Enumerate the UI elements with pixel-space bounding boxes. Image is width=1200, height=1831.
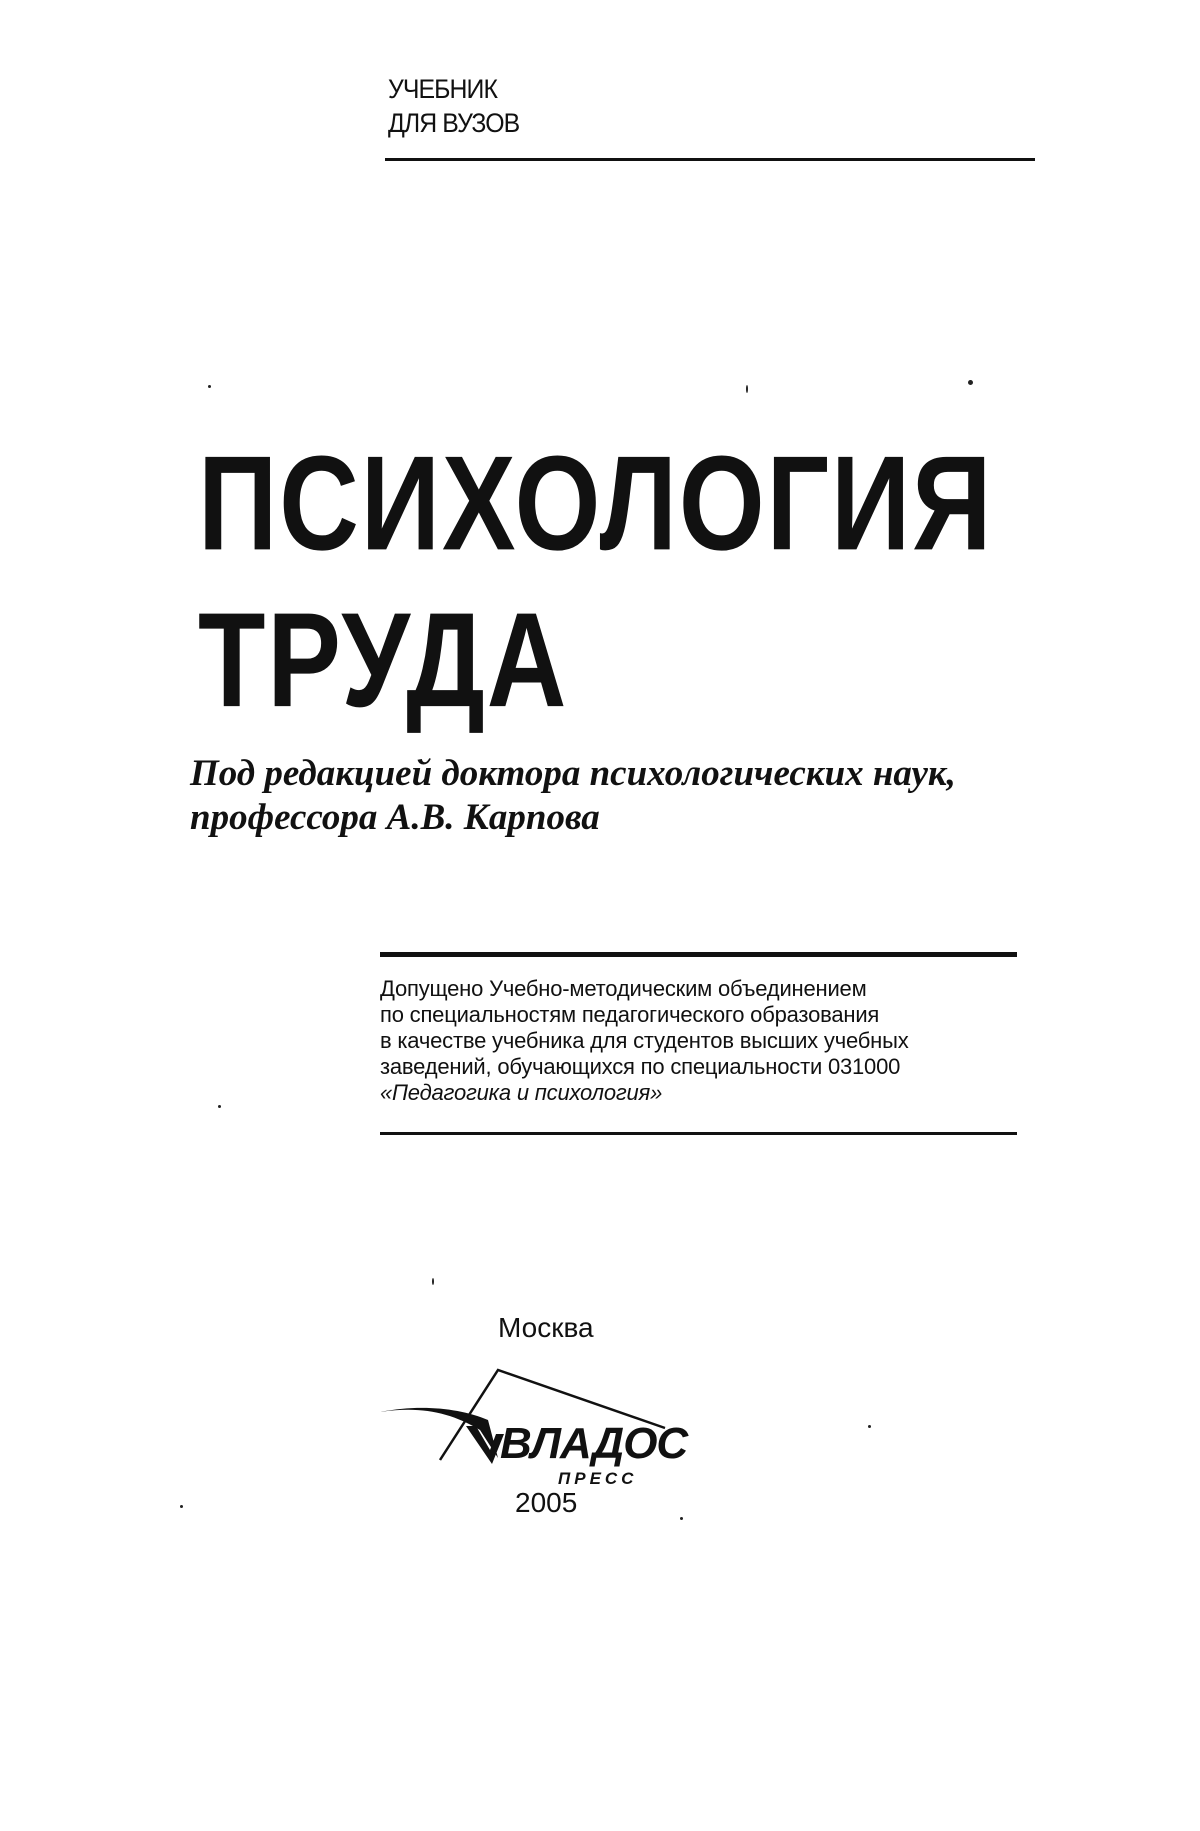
approval-line-3: в качестве учебника для студентов высших учебных <box>380 1028 909 1053</box>
approval-line-2: по специальностям педагогического образования <box>380 1002 880 1027</box>
approval-line-4: заведений, обучающихся по специальности 031000 <box>380 1054 901 1079</box>
editor-credit <box>190 752 956 840</box>
book-title-line-2: ТРУДА <box>198 585 569 736</box>
editor-credit-line-2: профессора А.В. Карпова <box>190 797 600 838</box>
scan-speck <box>868 1425 871 1428</box>
publisher-sub: ПРЕСС <box>558 1469 638 1488</box>
scan-speck <box>218 1105 221 1108</box>
logo-swoosh <box>380 1408 498 1458</box>
approval-bottom-divider <box>380 1132 1017 1135</box>
book-title <box>198 425 993 739</box>
series-line-1: УЧЕБНИК <box>388 74 498 104</box>
scan-speck <box>746 385 748 393</box>
vlados-logo-icon <box>380 1360 700 1490</box>
approval-statement <box>380 976 1020 1106</box>
publication-city: Москва <box>498 1312 594 1343</box>
approval-top-divider <box>380 952 1017 957</box>
editor-credit-line-1: Под редакцией доктора психологических наук, <box>190 753 956 794</box>
publisher-name: ВЛАДОС <box>500 1419 688 1468</box>
approval-line-5: «Педагогика и психология» <box>380 1080 663 1105</box>
scan-speck <box>432 1278 434 1285</box>
publication-year: 2005 <box>515 1487 578 1518</box>
series-label <box>388 72 519 140</box>
approval-line-1: Допущено Учебно-методическим объединением <box>380 976 867 1001</box>
series-line-2: ДЛЯ ВУЗОВ <box>388 108 520 138</box>
scan-speck <box>208 385 211 388</box>
scan-speck <box>968 380 973 385</box>
scan-speck <box>680 1517 683 1520</box>
scan-speck <box>180 1505 183 1508</box>
book-title-line-1: ПСИХОЛОГИЯ <box>198 428 994 579</box>
series-divider <box>385 158 1035 161</box>
